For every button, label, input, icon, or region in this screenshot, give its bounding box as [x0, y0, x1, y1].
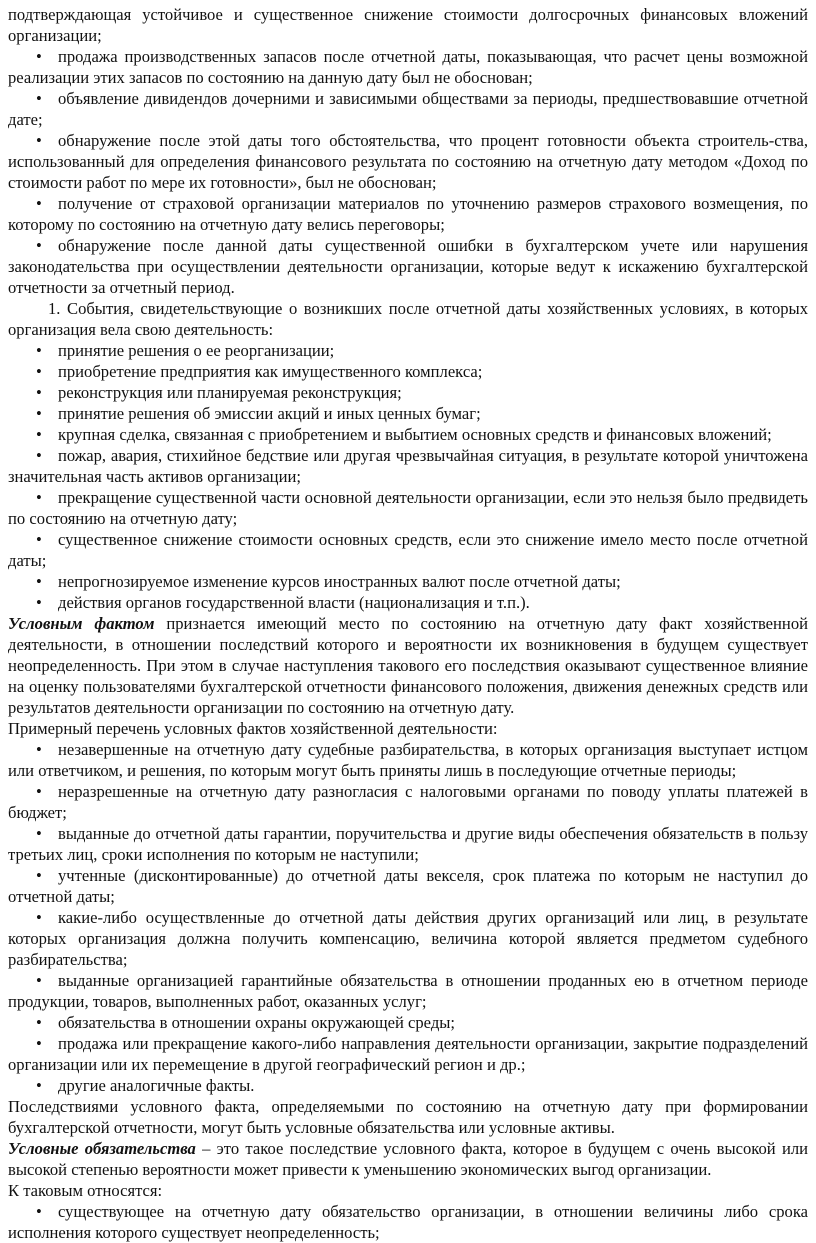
bullet-text: действия органов государственной власти (национализация и т.п.). — [58, 593, 530, 612]
definition-text: признается имеющий место по состоянию на отчетную дату факт хозяйственной деятельности, в отношении последствий которого и вероятности их возникновения в будущем существует неопределенность. При этом в случае наступления такового его последствия оказывают существенное влияние на оценку пользователями бухгалтерской отчетности финансового положения, движения денежных средств или результатов деятельности организации по состоянию на отчетную дату. — [8, 614, 808, 717]
bullet-text: какие-либо осуществленные до отчетной даты действия других организаций или лиц, в результате которых организация должна получить компенсацию, величина которой является предметом судебного разбирательства; — [8, 908, 808, 969]
bullet-item — [8, 382, 808, 403]
bullet-item — [8, 361, 808, 382]
bullet-text: прекращение существенной части основной деятельности организации, если это нельзя было предвидеть по состоянию на отчетную дату; — [8, 488, 808, 528]
numbered-heading: 1. События, свидетельствующие о возникших после отчетной даты хозяйственных условиях, в которых организация вела свою деятельность: — [8, 299, 808, 339]
bullet-text: продажа или прекращение какого-либо направления деятельности организации, закрытие подразделений организации или их перемещение в другой географический регион и др.; — [8, 1034, 808, 1074]
bullet-text: существенное снижение стоимости основных средств, если это снижение имело место после отчетной даты; — [8, 530, 808, 570]
bullet-item — [8, 865, 808, 907]
bullet-item — [8, 1033, 808, 1075]
definition-text: – это такое последствие условного факта, которое в будущем с очень высокой или высокой степенью вероятности может привести к уменьшению экономических выгод организации. — [8, 1139, 808, 1179]
bullet-text: обнаружение после этой даты того обстоятельства, что процент готовности объекта строитель-ства, использованный для определения финансового результата по состоянию на отчетную дату методом «Доход по стоимости работ по мере их готовности», был не обоснован; — [8, 131, 808, 192]
bullet-text: продажа производственных запасов после отчетной даты, показывающая, что расчет цены возможной реализации этих запасов по состоянию на данную дату был не обоснован; — [8, 47, 808, 87]
bullet-item — [8, 235, 808, 298]
bullet-item — [8, 130, 808, 193]
bullet-item — [8, 592, 808, 613]
definition-paragraph — [8, 613, 808, 718]
bullet-item — [8, 340, 808, 361]
bullet-text: существующее на отчетную дату обязательство организации, в отношении величины либо срока исполнения которого существует неопределенность; — [8, 1202, 808, 1242]
bullet-text: реконструкция или планируемая реконструкция; — [58, 383, 402, 402]
bullet-item — [8, 739, 808, 781]
bullet-item — [8, 1075, 808, 1096]
defined-term: Условным фактом — [8, 614, 155, 633]
bullet-text: принятие решения о ее реорганизации; — [58, 341, 335, 360]
bullet-text: неразрешенные на отчетную дату разногласия с налоговыми органами по поводу уплаты платежей в бюджет; — [8, 782, 808, 822]
bullet-text: пожар, авария, стихийное бедствие или другая чрезвычайная ситуация, в результате которой уничтожена значительная часть активов организации; — [8, 446, 808, 486]
body-paragraph: К таковым относятся: — [8, 1181, 163, 1200]
bullet-text: выданные организацией гарантийные обязательства в отношении проданных ею в отчетном периоде продукции, товаров, выполненных работ, оказанных услуг; — [8, 971, 808, 1011]
bullet-item — [8, 424, 808, 445]
body-paragraph: Примерный перечень условных фактов хозяйственной деятельности: — [8, 719, 498, 738]
bullet-item — [8, 781, 808, 823]
bullet-item — [8, 907, 808, 970]
defined-term: Условные обязательства — [8, 1139, 196, 1158]
bullet-item — [8, 970, 808, 1012]
body-paragraph: подтверждающая устойчивое и существенное снижение стоимости долгосрочных финансовых вложений организации; — [8, 5, 808, 45]
bullet-text: обязательства в отношении охраны окружающей среды; — [58, 1013, 456, 1032]
bullet-text: крупная сделка, связанная с приобретением и выбытием основных средств и финансовых вложений; — [58, 425, 772, 444]
bullet-item — [8, 1012, 808, 1033]
bullet-text: обнаружение после данной даты существенной ошибки в бухгалтерском учете или нарушения законодательства при осуществлении деятельности организации, которые ведут к искажению бухгалтерской отчетности за отчетный период. — [8, 236, 808, 297]
bullet-item — [8, 823, 808, 865]
bullet-text: другие аналогичные факты. — [58, 1076, 255, 1095]
bullet-text: получение от страховой организации материалов по уточнению размеров страхового возмещения, по которому по состоянию на отчетную дату велись переговоры; — [8, 194, 808, 234]
bullet-item — [8, 88, 808, 130]
bullet-item — [8, 529, 808, 571]
bullet-text: принятие решения об эмиссии акций и иных ценных бумаг; — [58, 404, 481, 423]
bullet-text: выданные до отчетной даты гарантии, поручительства и другие виды обеспечения обязательств в пользу третьих лиц, сроки исполнения по которым не наступили; — [8, 824, 808, 864]
bullet-item — [8, 403, 808, 424]
bullet-item — [8, 487, 808, 529]
bullet-text: учтенные (дисконтированные) до отчетной даты векселя, срок платежа по которым не наступил до отчетной даты; — [8, 866, 808, 906]
definition-paragraph — [8, 1138, 808, 1180]
bullet-text: приобретение предприятия как имущественного комплекса; — [58, 362, 483, 381]
bullet-text: незавершенные на отчетную дату судебные разбирательства, в которых организация выступает истцом или ответчиком, и решения, по которым могут быть приняты лишь в последующие отчетные периоды; — [8, 740, 808, 780]
bullet-text: непрогнозируемое изменение курсов иностранных валют после отчетной даты; — [58, 572, 621, 591]
body-paragraph: Последствиями условного факта, определяемыми по состоянию на отчетную дату при формировании бухгалтерской отчетности, могут быть условные обязательства или условные активы. — [8, 1097, 808, 1137]
bullet-item — [8, 193, 808, 235]
bullet-item — [8, 571, 808, 592]
bullet-item — [8, 46, 808, 88]
bullet-item — [8, 445, 808, 487]
bullet-item — [8, 1201, 808, 1243]
bullet-text: объявление дивидендов дочерними и зависимыми обществами за периоды, предшествовавшие отчетной дате; — [8, 89, 808, 129]
